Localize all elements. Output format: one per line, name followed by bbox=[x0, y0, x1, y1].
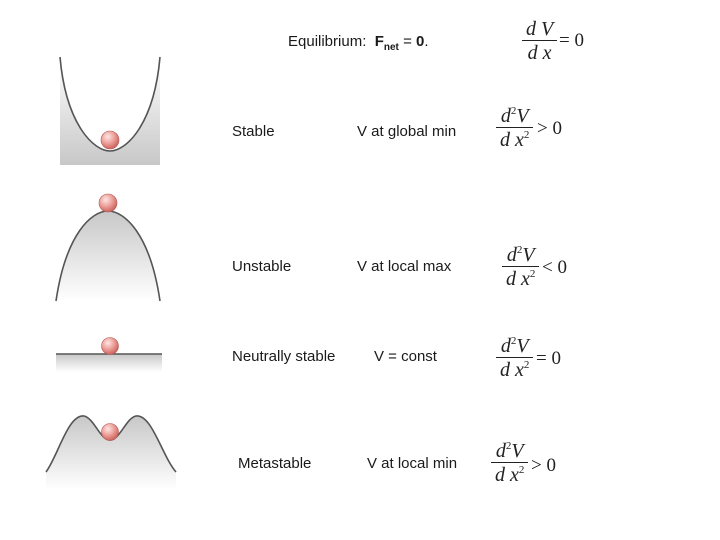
sd-num-d: d bbox=[500, 105, 511, 127]
sd-num-power: 2 bbox=[510, 105, 517, 117]
unstable-hill-shading bbox=[56, 211, 160, 301]
unstable-hill-diagram bbox=[54, 193, 164, 303]
sd-den-power: 2 bbox=[518, 464, 525, 476]
neutral-flat-shading bbox=[56, 354, 162, 372]
second-derivative-fraction-unstable bbox=[502, 245, 539, 289]
first-derivative-fraction bbox=[522, 19, 557, 63]
sd-den: d x bbox=[500, 359, 524, 381]
first-derivative-relation: = 0 bbox=[559, 30, 584, 51]
force-symbol: F bbox=[374, 33, 384, 50]
second-derivative-fraction-neutral bbox=[496, 336, 533, 380]
force-subscript: net bbox=[383, 42, 399, 53]
stable-well-diagram bbox=[56, 55, 166, 165]
condition-label-neutral: V = const bbox=[374, 348, 437, 365]
sd-num-power: 2 bbox=[510, 335, 517, 347]
stable-ball bbox=[101, 131, 119, 149]
sd-den: d x bbox=[495, 464, 519, 486]
first-derivative-numerator: d V bbox=[522, 19, 557, 41]
sd-den-power: 2 bbox=[529, 268, 536, 280]
first-derivative-denominator: d x bbox=[527, 42, 552, 64]
sd-num-power: 2 bbox=[516, 244, 523, 256]
unstable-ball bbox=[99, 194, 117, 212]
neutral-ball bbox=[102, 338, 119, 355]
sd-num-d: d bbox=[506, 244, 517, 266]
second-derivative-relation-neutral: = 0 bbox=[536, 348, 561, 369]
page-title bbox=[288, 33, 429, 53]
sd-num-var: V bbox=[511, 440, 524, 462]
second-derivative-relation-metastable: > 0 bbox=[531, 455, 556, 476]
condition-label-stable: V at global min bbox=[357, 123, 457, 140]
title-period: . bbox=[424, 33, 429, 50]
sd-num-var: V bbox=[516, 105, 529, 127]
condition-label-metastable: V at local min bbox=[367, 455, 458, 472]
sd-den-power: 2 bbox=[523, 359, 530, 371]
state-label-unstable: Unstable bbox=[232, 258, 292, 275]
second-derivative-fraction-metastable bbox=[491, 441, 528, 485]
neutral-flat-diagram bbox=[56, 334, 166, 374]
condition-label-unstable: V at local max bbox=[357, 258, 452, 275]
equals-sign: = bbox=[403, 33, 412, 50]
sd-den: d x bbox=[506, 268, 530, 290]
sd-den: d x bbox=[500, 129, 524, 151]
state-label-neutral: Neutrally stable bbox=[232, 348, 336, 365]
second-derivative-relation-stable: > 0 bbox=[537, 118, 562, 139]
sd-num-power: 2 bbox=[505, 440, 512, 452]
state-label-stable: Stable bbox=[232, 123, 275, 140]
sd-num-d: d bbox=[495, 440, 506, 462]
second-derivative-fraction-stable bbox=[496, 106, 533, 150]
sd-den-power: 2 bbox=[523, 129, 530, 141]
metastable-well-diagram bbox=[44, 410, 178, 490]
zero-value: 0 bbox=[416, 33, 425, 50]
metastable-ball bbox=[102, 424, 119, 441]
sd-num-var: V bbox=[516, 335, 529, 357]
second-derivative-relation-unstable: < 0 bbox=[542, 257, 567, 278]
state-label-metastable: Metastable bbox=[238, 455, 312, 472]
title-prefix: Equilibrium: bbox=[288, 33, 367, 50]
sd-num-d: d bbox=[500, 335, 511, 357]
sd-num-var: V bbox=[522, 244, 535, 266]
